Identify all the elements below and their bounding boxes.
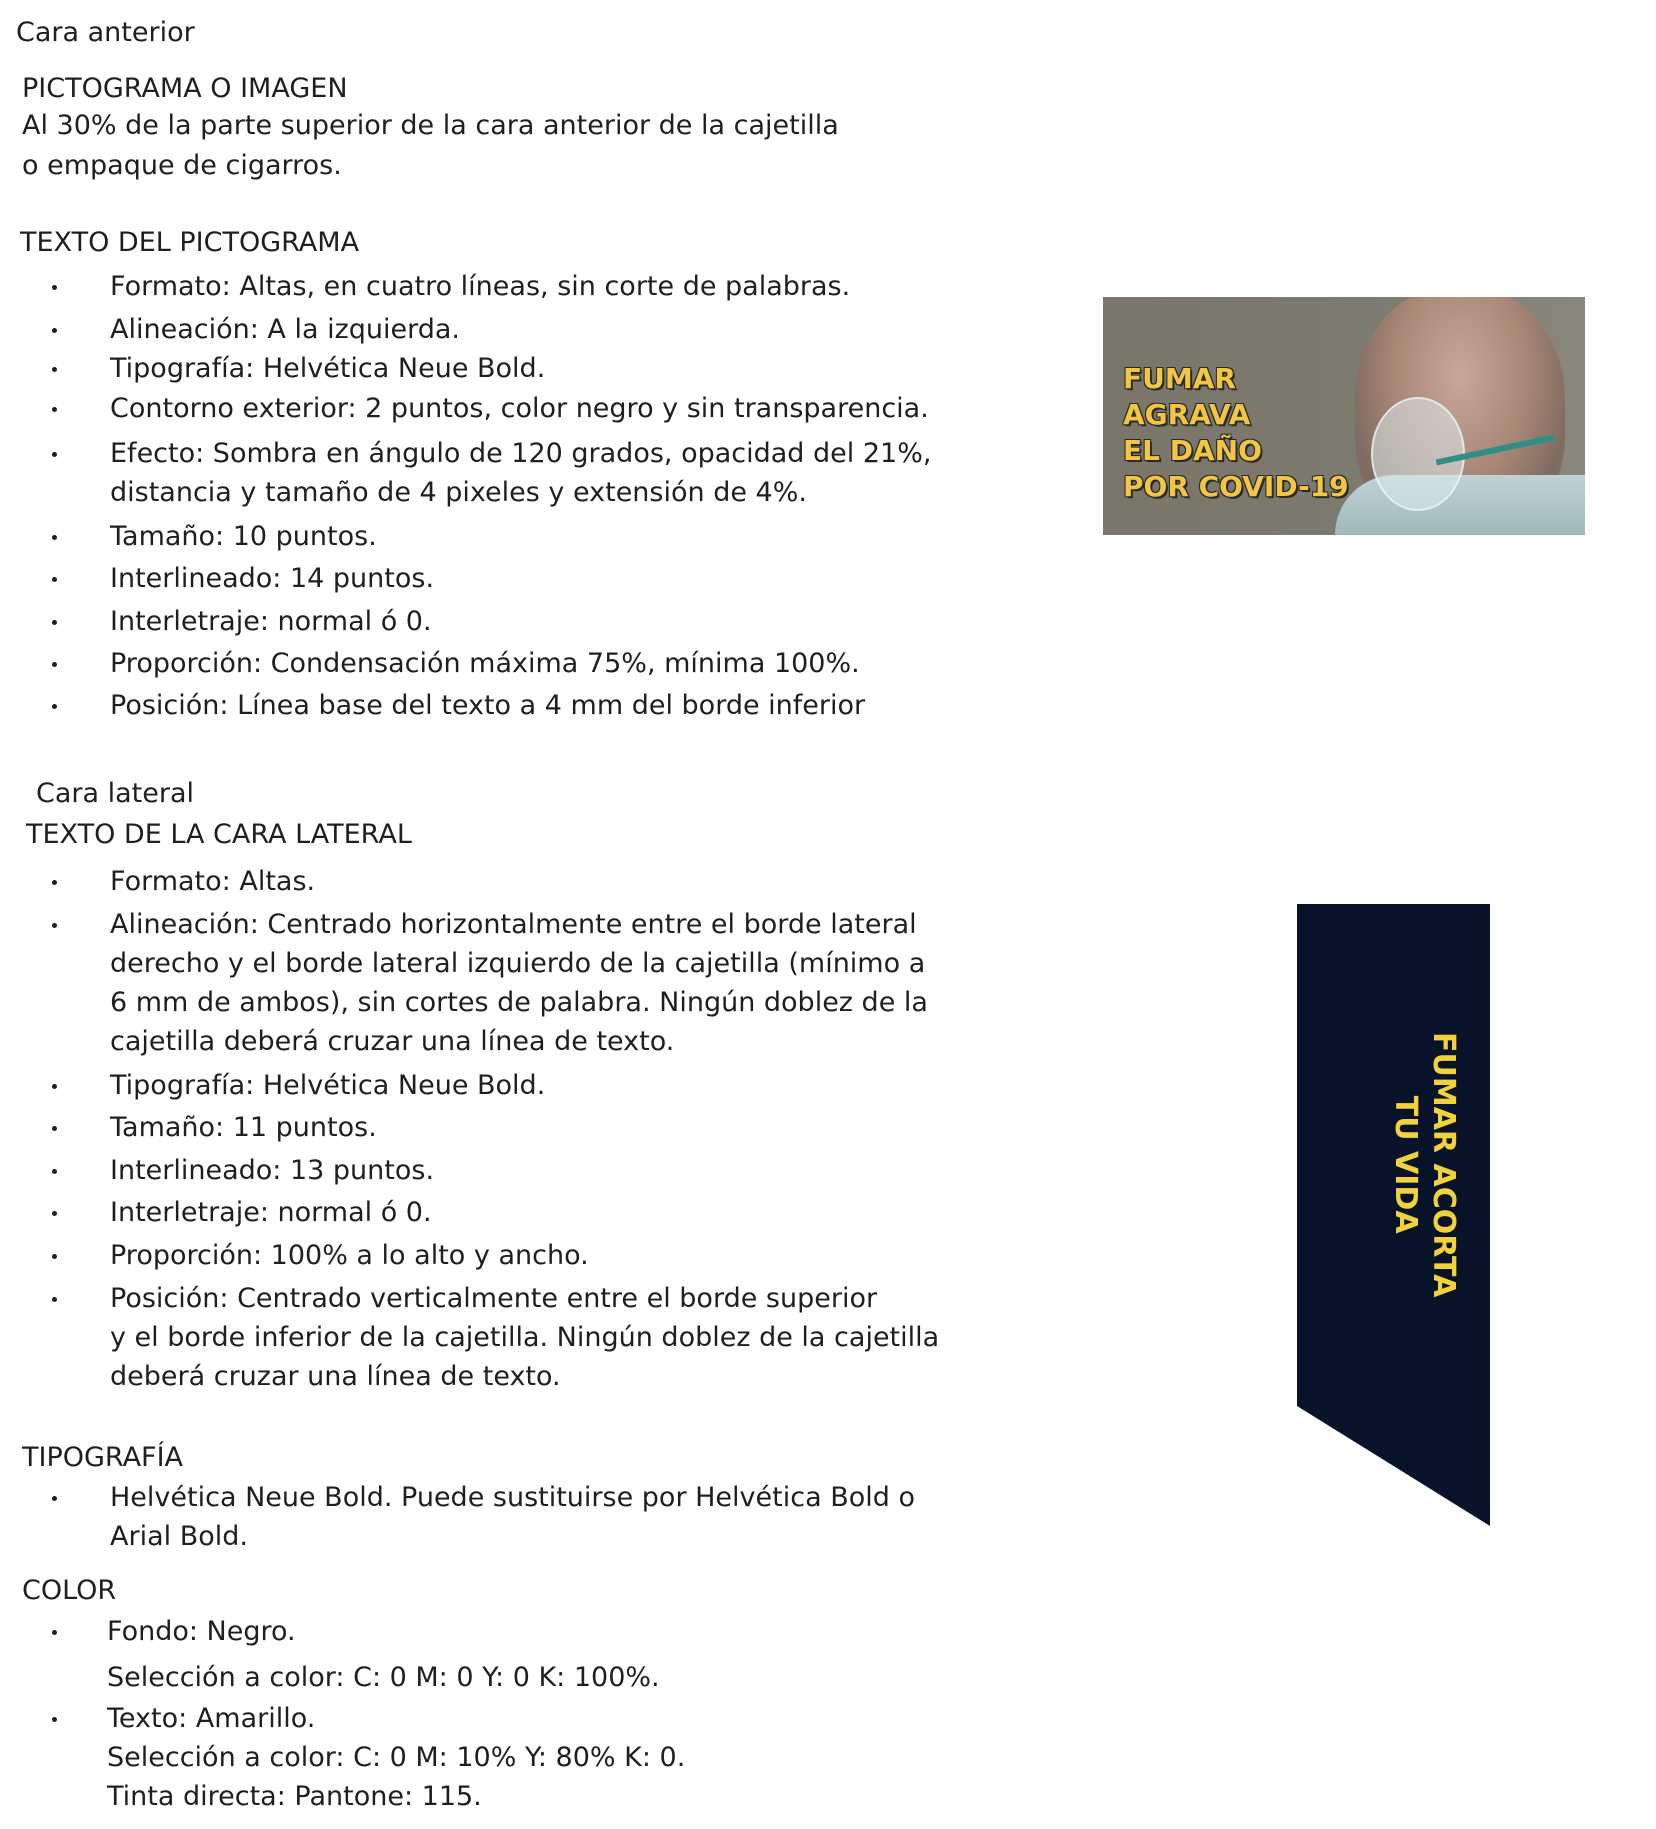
bullet-icon xyxy=(52,1126,57,1131)
pictogram-desc-line-1: Al 30% de la parte superior de la cara anterior de la cajetilla xyxy=(22,110,839,141)
bullet-icon xyxy=(52,407,57,412)
pictogram-desc-line-2: o empaque de cigarros. xyxy=(22,150,342,181)
bullet-icon xyxy=(52,620,57,625)
color-heading: COLOR xyxy=(22,1575,117,1606)
bullet-icon xyxy=(52,662,57,667)
bullet-icon xyxy=(52,704,57,709)
bullet-icon xyxy=(52,452,57,457)
bullet-icon xyxy=(52,328,57,333)
bullet-icon xyxy=(52,285,57,290)
front-face-label: Cara anterior xyxy=(16,17,195,48)
bullet-icon xyxy=(52,577,57,582)
bullet-icon xyxy=(52,535,57,540)
bullet-icon xyxy=(52,880,57,885)
pictogram-text-bullets: Formato: Altas, en cuatro líneas, sin corte de palabras. Alineación: A la izquierda. Tipografía: Helvética Neue Bold. Contorno exterior: 2 puntos, color negro y sin transparencia. Efecto: Sombra en ángulo de 120 grados, opacidad del 21%, distancia y tamaño de 4 pixeles y extensión de 4%. Tamaño: 10 puntos. Interlineado: 14 puntos. Interletraje: normal ó 0. Proporción: Condensación máxima 75%, mínima 100%. Posición: Línea base del texto a 4 mm del borde inferior xyxy=(0,267,1000,727)
color-bullets: Fondo: Negro. Selección a color: C: 0 M: 0 Y: 0 K: 100%. Texto: Amarillo. Selección a color: C: 0 M: 10% Y: 80% K: 0. Tinta directa: Pantone: 115. xyxy=(0,1612,1000,1822)
side-panel-image xyxy=(1297,904,1490,1526)
pictogram-image xyxy=(1103,297,1585,535)
bullet-icon xyxy=(52,1630,57,1635)
typography-bullets: Helvética Neue Bold. Puede sustituirse por Helvética Bold o Arial Bold. xyxy=(0,1478,1000,1568)
bullet-icon xyxy=(52,367,57,372)
oxygen-mask-icon xyxy=(1371,397,1465,511)
bullet-icon xyxy=(52,923,57,928)
bullet-icon xyxy=(52,1496,57,1501)
bullet-icon xyxy=(52,1169,57,1174)
bullet-icon xyxy=(52,1084,57,1089)
pictogram-warning-text: FUMAR AGRAVA EL DAÑO POR COVID-19 xyxy=(1123,362,1349,503)
side-warning-text: FUMAR ACORTA TU VIDA xyxy=(1388,1032,1461,1298)
bullet-icon xyxy=(52,1297,57,1302)
side-text-heading: TEXTO DE LA CARA LATERAL xyxy=(26,819,412,850)
typography-heading: TIPOGRAFÍA xyxy=(22,1442,184,1473)
hospital-gown-shape xyxy=(1335,475,1585,535)
pictogram-text-heading: TEXTO DEL PICTOGRAMA xyxy=(20,227,360,258)
side-face-label: Cara lateral xyxy=(36,778,195,809)
bullet-icon xyxy=(52,1717,57,1722)
bullet-icon xyxy=(52,1254,57,1259)
bullet-icon xyxy=(52,1211,57,1216)
pictogram-heading: PICTOGRAMA O IMAGEN xyxy=(22,73,348,104)
side-text-bullets: Formato: Altas. Alineación: Centrado horizontalmente entre el borde lateral derecho y el borde lateral izquierdo de la cajetilla (mínimo a 6 mm de ambos), sin cortes de palabra. Ningún doblez de la cajetilla deberá cruzar una línea de texto. Tipografía: Helvética Neue Bold. Tamaño: 11 puntos. Interlineado: 13 puntos. Interletraje: normal ó 0. Proporción: 100% a lo alto y ancho. Posición: Centrado verticalmente entre el borde superior y el borde inferior de la cajetilla. Ningún doblez de la cajetilla deberá cruzar una línea de texto. xyxy=(0,862,1000,1402)
